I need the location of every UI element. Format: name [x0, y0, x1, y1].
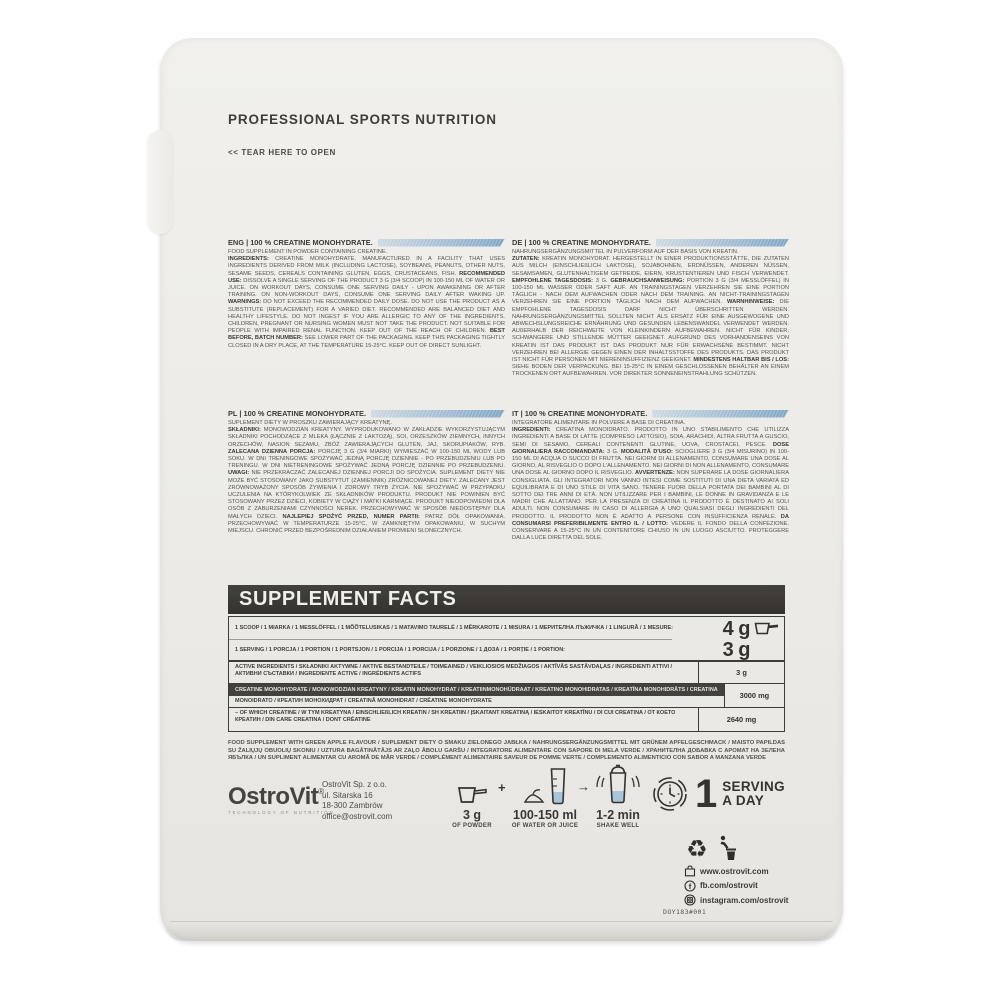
lang-block-it [512, 409, 789, 542]
lang-body-text: ZUTATEN: KREATIN MONOHYDRAT. HERGESTELLT IN EINER PRODUKTIONSSTÄTTE, DIE ZUTATEN AUS MILCH (EINSCHLIEßLICH LAKTOSE), SOJABOHNEN, ERDNÜSSEN, ANDEREN NÜSSEN, SESAMSAMEN, GLUTENHALTIGEM GETREIDE, EIERN, KRUSTENTIEREN UND FISCH VERWENDET. EMPFOHLENE TAGESDOSIS: 3 G. GEBRAUCHSANWEISUNG: PORTION 3 G (3/4 MESSLÖFFEL) IN 100-150 ML WASSER ODER SAFT AUF. AN TRAININGSTAGEN VERZEHREN SIE EINE PORTION TÄGLICH - NACH DEM AUFWACHEN ODER NACH DEM TRAINING. AN NICHT-TRAININGSTAGEN VERZEHREN SIE EINE PORTION TÄGLICH NACH DEM AUFWACHEN. WARNHINWEISE: DIE EMPFOHLENE TAGESDOSIS DARF NICHT ÜBERSCHRITTEN WERDEN. NAHRUNGSERGÄNZUNGSMITTEL SOLLTEN NICHT ALS ERSATZ FÜR EINE AUSGEWOGENE UND ABWECHSLUNGSREICHE ERNÄHRUNG UND GESUNDEN LEBENSWANDEL VERWENDET WERDEN. AUßERHALB DER REICHWEITE VON KLEINKINDERN AUFBEWAHREN. NICHT FÜR KINDER, SCHWANGERE UND STILLENDE MÜTTER GEEIGNET. AUFGRUND DES VORHANDENSEINS VON KREATIN IST DAS PRODUKT IST DAS PRODUKT NUR FÜR ERWACHSENE BESTIMMT. NICHT VERZEHREN BEI ALLERGIE GEGEN EINEN DER INHALTSSTOFFE DES PRODUKTS. DAS PRODUKT IST NICHT FÜR PERSONEN MIT NIERENINSUFFIZIENZ GEEIGNET. MINDESTENS HALTBAR BIS / LOS: SIEHE BODEN DER VERPACKUNG. BEI 15-25°C IN EINEM GESCHLOSSENEN BEHÄLTER AN EINEM TROCKENEN ORT AUFBEWAHREN. VOR DIREKTER SONNENEINSTRAHLUNG SCHÜTZEN. [512, 256, 790, 378]
clock-icon [652, 776, 688, 812]
row-label: MONOIDRATO / КРЕАТИН МОНОХИДРАТ / CREATINĂ MONOHIDRAT / CRÉATINE MONOHYDRATE [235, 698, 492, 704]
lang-body-text: INGREDIENTS: CREATINE MONOHYDRATE. MANUFACTURED IN A FACILITY THAT USES INGREDIENTS DERIVED FROM MILK (INCLUDING LACTOSE), SOYBEANS, PEANUTS, OTHER NUTS, SESAME SEEDS, CEREALS CONTAINING GLUTEN, EGGS, CRUSTACEANS, FISH. RECOMMENDED USE: DISSOLVE A SINGLE SERVING OF THE PRODUCT 3 G (3/4 SCOOP) IN 100-150 ML OF WATER OR JUICE. ON WORKOUT DAYS, CONSUME ONE SERVING DAILY - UPON AWAKENING OR AFTER TRAINING. ON NON-WORKOUT DAYS, CONSUME ONE SERVING DAILY AFTER WAKING UP. WARNINGS: DO NOT EXCEED THE RECOMMENDED DAILY DOSE. DO NOT USE THE PRODUCT AS A SUBSTITUTE (REPLACEMENT) FOR A VARIED DIET. RECOMMENDED ARE BALANCED DIET AND HEALTHY LIFESTYLE. DO NOT INGEST IF YOU ARE ALLERGIC TO ANY OF THE INGREDIENTS. CHILDREN, PREGNANT OR NURSING WOMEN MUST NOT TAKE THE PRODUCT. NOT SUITABLE FOR PEOPLE WITH IMPAIRED RENAL FUNCTION. KEEP OUT OF THE REACH OF CHILDREN. BEST BEFORE, BATCH NUMBER: SEE LOWER PART OF THE PACKAGING. KEEP THIS PACKAGING TIGHTLY CLOSED IN A DRY PLACE, AT THE TEMPERATURE 15-25°C. KEEP OUT OF DIRECT SUNLIGHT. [228, 256, 505, 349]
batch-code: DOY183#001 [663, 908, 707, 916]
row-value: 3000 mg [724, 684, 784, 707]
lang-subtitle: INTEGRATORE ALIMENTARE IN POLVERE A BASE DI CREATINA. [512, 419, 686, 426]
trash-bin-icon [717, 835, 737, 861]
shaker-icon [594, 764, 642, 806]
web-links [684, 864, 788, 908]
company-email: office@ostrovit.com [322, 811, 393, 821]
disposal-icons [686, 835, 737, 861]
lang-block-eng [228, 238, 505, 350]
lang-body-text: SKŁADNIKI: MONOWODZIAN KREATYNY. WYPRODUKOWANO W ZAKŁADZIE WYKORZYSTUJĄCYM SKŁADNIKI POCHODZĄCE Z MLEKA (ŁĄCZNIE Z LAKTOZĄ), SOI, ORZESZKÓW ZIEMNYCH, INNYCH ORZECHÓW, NASION SEZAMU, ZBÓŻ ZAWIERAJĄCYCH GLUTEN, JAJ, SKORUPIAKÓW, RYB. ZALECANA DZIENNA PORCJA: PORCJĘ 3 G (3/4 MIARKI) WYMIESZAĆ W 100-150 ML WODY LUB SOKU. W DNI TRENINGOWE SPOŻYWAĆ JEDNĄ PORCJĘ DZIENNIE - PO PRZEBUDZENIU LUB PO TRENINGU. W DNI NIETRENINGOWE SPOŻYWAĆ JEDNĄ PORCJĘ DZIENNIE PO PRZEBUDZENIU. UWAGI: NIE PRZEKRACZAĆ ZALECANEJ DZIENNEJ PORCJI DO SPOŻYCIA. SUPLEMENT DIETY NIE MOŻE BYĆ STOSOWANY JAKO SUBSTYTUT (ZAMIENNIK) ZRÓŻNICOWANEJ DIETY. ZALECANY JEST ZRÓWNOWAŻONY SPOSÓB ŻYWIENIA I ZDROWY TRYB ŻYCIA. NIE SPOŻYWAĆ W PRZYPADKU UCZULENIA NA KTÓRYKOLWIEK ZE SKŁADNIKÓW PRODUKTU. PRODUKT NIE POWINIEN BYĆ STOSOWANY PRZEZ DZIECI, KOBIETY W CIĄŻY I MATKI KARMIĄCE. PRODUKT NIEODPOWIEDNI DLA OSÓB Z ZABURZENIAMI CZYNNOŚCI NEREK. PRZECHOWYWAĆ W SPOSÓB NIEDOSTĘPNY DLA MAŁYCH DZIECI. NAJLEPIEJ SPOŻYĆ PRZED, NUMER PARTII: PATRZ DÓŁ OPAKOWANIA. PRZECHOWYWAĆ W TEMPERATURZE 15-25°C, W ZAMKNIĘTYM OPAKOWANIU, W SUCHYM MIEJSCU. CHRONIĆ PRZED BEZPOŚREDNIM DZIAŁANIEM PROMIENI SŁONECZNYCH. [228, 427, 506, 535]
serving-label-line2: A DAY [722, 793, 765, 808]
table-row-active-ingredients [229, 662, 784, 683]
bottom-fold-shadow [164, 923, 839, 941]
instagram-link [684, 893, 788, 908]
company-name: OstroVit Sp. z o.o. [322, 780, 387, 789]
package-back [160, 38, 843, 941]
powder-caption: OF POWDER [452, 823, 492, 829]
row-label: 1 SERVING / 1 PORCJA / 1 PORTION / 1 PORTSJON / 1 PORCIJA / 1 PORCIJA / 1 PORZIONE / 1 ДОЗА / 1 PORȚIE / 1 PORTION: [235, 646, 566, 653]
glass-icon [548, 766, 568, 806]
row-value: 2640 mg [698, 708, 784, 731]
serving-amount: 3 g [722, 639, 750, 661]
shake-time: 1-2 min [596, 808, 640, 822]
direction-water [503, 764, 587, 829]
lang-body-text: INGREDIENTI: CREATINA MONOIDRATO. PRODOTTO IN UNO STABILIMENTO CHE UTILIZZA INGREDIENTI A BASE DI LATTE (COMPRESO LATTOSIO), SOIA, ARACHIDI, ALTRA FRUTTA A GUSCIO, SEMI DI SESAMO, CEREALI CONTENENTI GLUTINE, UOVA, CROSTACEI, PESCE. DOSE GIORNALIERA RACCOMANDATA: 3 G. MODALITÀ D'USO: SCIOGLIERE 3 G (3/4 MISURINO) IN 100-150 ML DI ACQUA O SUCCO DI FRUTTA. NEI GIORNI DI ALLENAMENTO, CONSUMARE UNA DOSE AL GIORNO, AL RISVEGLIO O DOPO L'ALLENAMENTO. NEI GIORNI DI NON ALLENAMENTO, CONSUMARE UNA DOSE AL GIORNO DOPO IL RISVEGLIO. AVVERTENZE: NON SUPERARE LA DOSE GIORNALIERA CONSIGLIATA. GLI INTEGRATORI NON VANNO INTESI COME SOSTITUTI DI UNA DIETA VARIATA ED EQUILIBRATA E DI UNO STILE DI VITA SANO. TENERE FUORI DELLA PORTATA DEI BAMBINI AL DI SOTTO DEI TRE ANNI DI ETÀ. NON UTILIZZARE PER I BAMBINI, LE DONNE IN GRAVIDANZA E LE MADRI CHE ALLATTANO. PER LA PRESENZA DI CREATINA IL PRODOTTO È DESTINATO AI SOLI ADULTI. NON CONSUMARE IN CASO DI ALLERGIA A UNO QUALSIASI DEGLI INGREDIENTI DEL PRODOTTO. IL PRODOTTO NON È ADATTO A PERSONE CON INSUFFICIENZA RENALE. DA CONSUMARSI PREFERIBILMENTE ENTRO IL / LOTTO: VEDERE IL FONDO DELLA CONFEZIONE. CONSERVARE A 15-25°C IN UN CONTENITORE CHIUSO IN UN LUOGO ASCIUTTO. PROTEGGERE DALLA LUCE DIRETTA DEL SOLE. [512, 427, 789, 542]
lang-block-pl [228, 409, 505, 535]
svg-text:f: f [688, 881, 692, 891]
plus-sign: + [498, 780, 506, 795]
website-link [684, 864, 788, 879]
instagram-url: instagram.com/ostrovit [700, 895, 789, 905]
row-value: 3 g [698, 662, 784, 683]
table-row-of-which-creatine [229, 707, 784, 731]
lang-subtitle: FOOD SUPPLEMENT IN POWDER CONTAINING CREATINE. [228, 248, 388, 255]
lang-subtitle: SUPLEMENT DIETY W PROSZKU ZAWIERAJĄCY KREATYNĘ. [228, 419, 393, 426]
scoop-icon [455, 784, 489, 806]
row-label: ACTIVE INGREDIENTS / SKŁADNIKI AKTYWNE / AKTIVE BESTANDTEILE / TOIMEAINED / VEIKLIOSIOS MEDŽIAGOS / AKTĪVĀS SASTĀVDAĻAS / INGREDIENTI ATTIVI / АКТИВНИ СЪСТАВКИ / INGREDIENTE ACTIVE / INGRÉDIENTS ACTIFS [235, 664, 673, 677]
decorative-blue-bar [656, 239, 789, 247]
brand-tagline: PROFESSIONAL SPORTS NUTRITION [228, 112, 497, 127]
instagram-icon [684, 894, 696, 906]
company-street: ul. Sitarska 16 [322, 790, 373, 800]
logo-tagline: TECHNOLOGY OF NUTRITION [228, 810, 335, 815]
powder-pile-icon [523, 788, 545, 804]
supplement-facts-title: SUPPLEMENT FACTS [228, 585, 785, 614]
scoop-amount: 4 g [722, 617, 750, 640]
water-amount: 100-150 ml [513, 808, 577, 822]
lang-heading: PL | 100 % CREATINE MONOHYDRATE. [228, 409, 366, 418]
serving-a-day-badge [652, 772, 785, 816]
water-caption: OF WATER OR JUICE [511, 823, 579, 829]
ostrovit-logo [228, 785, 335, 815]
registered-mark: ® [318, 787, 325, 796]
supplement-facts-table [228, 616, 785, 732]
shake-caption: SHAKE WELL [596, 823, 640, 829]
direction-shake [576, 764, 660, 829]
servings-count: 1 [695, 772, 718, 816]
tear-here-note: << TEAR HERE TO OPEN [228, 148, 336, 157]
company-city: 18-300 Zambrów [322, 801, 383, 811]
lang-heading: ENG | 100 % CREATINE MONOHYDRATE. [228, 238, 373, 247]
flavour-note: FOOD SUPPLEMENT WITH GREEN APPLE FLAVOUR / SUPLEMENT DIETY O SMAKU ZIELONEGO JABŁKA / NAHRUNGSERGÄNZUNGSMITTEL MIT GRÜNEM APFELGESCHMACK / MAISTO PAPILDAS SU ŽALIŲJŲ OBUOLIŲ SKONIU / UZTURA BAGĀTINĀTĀJS AR ZAĻO ĀBOLU GARŠU / INTEGRATORE ALIMENTARE CON SAPORE DI MELA VERDE / ХРАНИТЕЛНА ДОБАВКА С АРОМАТ НА ЗЕЛЕНА ЯБЪЛКА / UN SUPLIMENT ALIMENTAR CU AROMĂ DE MĂR VERDE / COMPLÉMENT ALIMENTAIRE SAVEUR DE POMME VERTE / COMPLEMENTO ALIMENTICIO CON SABOR A MANZANA VERDE [228, 740, 785, 762]
shopping-bag-icon [684, 865, 696, 877]
arrow-sign: → [577, 779, 590, 794]
website-url: www.ostrovit.com [700, 866, 769, 876]
lang-heading: IT | 100 % CREATINE MONOHYDRATE. [512, 409, 648, 418]
decorative-blue-bar [371, 410, 505, 418]
row-label: 1 SCOOP / 1 MIARKA / 1 MESSLÖFFEL / 1 MÕÕTELUSIKAS / 1 MATAVIMO TAURELĖ / 1 MĒRKAROTE / 1 MISURA / 1 МЕРИТЕЛНА ЛЪЖИЧКА / 1 LINGURĂ / 1 MESURE: [235, 625, 674, 632]
decorative-blue-bar [378, 239, 505, 247]
powder-amount: 3 g [462, 808, 482, 822]
company-address [322, 780, 392, 822]
serving-label-line1: SERVING [722, 779, 785, 794]
row-label-highlight: CREATINE MONOHYDRATE / MONOWODZIAN KREATYNY / KREATIN MONOHYDRAT / KREATIINMONOHÜDRAAT / KREATINO MONOHIDRATAS / KREATĪNA MONOHIDRĀTS / CREATINA [229, 684, 724, 696]
scoop-icon [753, 621, 780, 636]
lang-block-de [512, 238, 789, 379]
lang-heading: DE | 100 % CREATINE MONOHYDRATE. [512, 238, 651, 247]
facebook-icon [684, 880, 696, 892]
lang-subtitle: NAHRUNGSERGÄNZUNGSMITTEL IN PULVERFORM AUF DER BASIS VON KREATIN. [512, 248, 739, 255]
facebook-url: fb.com/ostrovit [700, 881, 758, 891]
recycle-icon: ♻ [686, 835, 708, 863]
logo-wordmark: OstroVit [228, 783, 319, 810]
table-row-serving [229, 640, 784, 662]
decorative-blue-bar [652, 410, 789, 418]
table-row-scoop [229, 617, 784, 640]
bottom-fold-line [170, 921, 833, 922]
facebook-link [684, 879, 788, 894]
table-row-creatine-monohydrate [229, 683, 784, 707]
tear-notch [147, 130, 173, 234]
row-label: – OF WHICH CREATINE / W TYM KREATYNA / EINSCHLIEßLICH KREATIN / SH KREATIIN / ĮSKAITANT KREATINĄ / IESKAITOT KREATĪNU / DI CUI CREATINA / ОТ КОЕТО КРЕАТИН / DIN CARE CREATINA / DONT CRÉATINE [235, 709, 676, 723]
